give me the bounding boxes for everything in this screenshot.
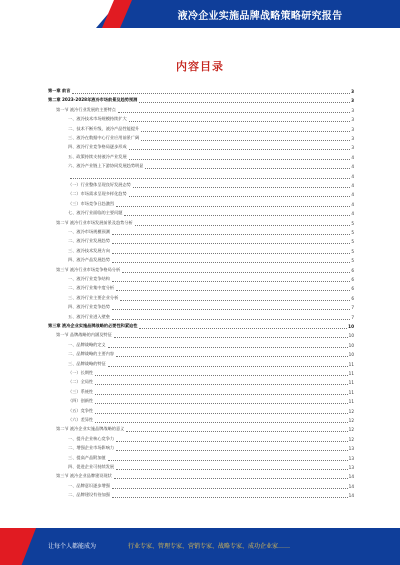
toc-entry-title: 第一节 品牌战略的内涵及特征 xyxy=(56,332,112,338)
toc-entry-title: 三、液冷在数据中心行业应用前景广阔 xyxy=(68,135,140,140)
toc-entry[interactable] xyxy=(68,349,354,357)
toc-entry-page: 11 xyxy=(348,361,354,367)
toc-entry-page: 13 xyxy=(348,446,354,452)
toc-entry-page: 6 xyxy=(351,267,354,273)
toc-leader-dots xyxy=(129,193,351,197)
toc-entry-page: 4 xyxy=(351,164,354,170)
toc-leader-dots xyxy=(112,485,348,489)
footer-tagline: 行业专家、管理专家、营销专家、战略专家、成功企业家…… xyxy=(128,543,291,550)
toc-entry[interactable] xyxy=(68,274,354,282)
toc-leader-dots xyxy=(133,184,351,188)
toc-leader-dots xyxy=(72,90,350,94)
footer-slogan: 让每个人都能成为 xyxy=(48,543,97,550)
toc-entry-title: （五）竞争性 xyxy=(68,407,94,413)
toc-entry-title: 一、液冷行业竞争结构 xyxy=(68,276,110,281)
toc-entry[interactable] xyxy=(68,387,354,395)
toc-entry-title: （一）行业整体呈现良好发展态势 xyxy=(68,182,131,187)
toc-entry-page: 3 xyxy=(351,89,354,94)
toc-entry[interactable] xyxy=(56,218,354,226)
toc-entry[interactable] xyxy=(56,105,354,113)
toc-leader-dots xyxy=(120,297,350,301)
toc-leader-dots xyxy=(108,457,348,461)
toc-entry-title: （三）系统性 xyxy=(68,388,94,394)
toc-entry[interactable] xyxy=(68,133,354,141)
toc-entry-title: 一、品牌战略的定义 xyxy=(68,341,106,347)
toc-leader-dots xyxy=(112,259,350,263)
toc-entry[interactable] xyxy=(68,124,354,132)
toc-entry[interactable] xyxy=(68,255,354,263)
toc-entry-title: （四）创新性 xyxy=(68,398,94,404)
toc-leader-dots xyxy=(116,466,348,470)
toc-entry-title: 五、政策持续支持液冷产业发展 xyxy=(68,153,127,159)
toc-entry-title: 二、液冷行业集中度分析 xyxy=(68,285,115,291)
toc-leader-dots xyxy=(126,428,347,432)
toc-entry[interactable] xyxy=(68,236,354,244)
toc-entry-page: 4 xyxy=(351,192,354,198)
toc-leader-dots xyxy=(112,306,350,310)
toc-leader-dots xyxy=(116,353,348,357)
toc-entry[interactable] xyxy=(68,481,354,489)
toc-leader-dots xyxy=(95,372,348,376)
toc-entry-title: 二、品牌建设有待加强 xyxy=(68,492,110,498)
toc-entry-page: 10 xyxy=(348,324,354,329)
toc-leader-dots xyxy=(112,494,348,498)
toc-entry-page: 3 xyxy=(351,98,354,104)
toc-entry-title: 七、液冷行业面临的主要问题 xyxy=(68,210,123,216)
toc-entry-title: 四、促进企业可持续发展 xyxy=(68,464,115,469)
toc-entry[interactable] xyxy=(48,86,354,94)
toc-entry[interactable] xyxy=(68,246,354,254)
toc-leader-dots xyxy=(95,410,348,414)
toc-leader-dots xyxy=(135,222,351,226)
toc-entry-page: 5 xyxy=(351,220,354,226)
toc-entry[interactable] xyxy=(68,171,354,179)
toc-entry-page: 13 xyxy=(348,455,354,461)
toc-leader-dots xyxy=(70,175,350,179)
toc-entry[interactable] xyxy=(68,283,354,291)
toc-entry-page: 10 xyxy=(348,352,354,358)
toc-entry-page: 7 xyxy=(351,314,354,320)
toc-entry-page: 12 xyxy=(348,436,354,442)
toc-entry[interactable] xyxy=(68,199,354,207)
toc-heading: 内容目录 xyxy=(176,60,224,73)
toc-entry-title: 一、液冷技术市场规模持续扩大 xyxy=(68,116,127,122)
toc-entry-page: 6 xyxy=(351,286,354,292)
toc-leader-dots xyxy=(129,146,351,150)
document-title: 液冷企业实施品牌战略策略研究报告 xyxy=(177,11,343,22)
toc-entry-page: 5 xyxy=(351,239,354,245)
toc-entry-page: 11 xyxy=(348,380,354,386)
toc-entry[interactable] xyxy=(68,377,354,385)
toc-entry-title: 三、液冷技术发展方向 xyxy=(68,247,110,253)
toc-entry-title: 一、液冷市场规模预测 xyxy=(68,229,110,234)
toc-leader-dots xyxy=(95,419,348,423)
toc-leader-dots xyxy=(112,316,350,320)
toc-entry[interactable] xyxy=(48,321,354,329)
toc-entry[interactable] xyxy=(68,443,354,451)
toc-entry-title: 四、液冷行业竞争格局逐步形成 xyxy=(68,144,127,150)
toc-entry-title: （一）长期性 xyxy=(68,370,94,375)
toc-entry-title: 二、液冷行业发展趋势 xyxy=(68,238,110,244)
toc-leader-dots xyxy=(114,475,348,479)
toc-leader-dots xyxy=(112,250,350,254)
toc-entry-title: 一、提升企业核心竞争力 xyxy=(68,435,115,441)
toc-entry-page: 4 xyxy=(351,201,354,207)
toc-entry[interactable] xyxy=(68,434,354,442)
toc-entry-title: 二、品牌战略的主要内容 xyxy=(68,351,115,357)
toc-leader-dots xyxy=(145,165,350,169)
toc-leader-dots xyxy=(141,137,350,141)
toc-entry[interactable] xyxy=(68,208,354,216)
toc-leader-dots xyxy=(112,278,350,282)
toc-entry-title: 三、品牌战略的特征 xyxy=(68,360,106,366)
toc-entry[interactable] xyxy=(68,453,354,461)
toc-entry-title: 第三章 液冷企业实施品牌战略的必要性和紧迫性 xyxy=(48,323,138,328)
toc-entry[interactable] xyxy=(68,406,354,414)
toc-entry-title: 四、液冷产品发展趋势 xyxy=(68,257,110,263)
toc-entry-title: 五、液冷行业进入壁垒 xyxy=(68,313,110,319)
toc-entry[interactable] xyxy=(56,471,354,479)
toc-entry-page: 4 xyxy=(351,154,354,160)
toc-entry-page: 4 xyxy=(351,173,354,179)
toc-leader-dots xyxy=(114,334,348,338)
toc-leader-dots xyxy=(124,212,350,216)
toc-leader-dots xyxy=(95,400,348,404)
toc-leader-dots xyxy=(129,118,351,122)
toc-entry[interactable] xyxy=(68,180,354,188)
toc-entry[interactable] xyxy=(68,152,354,160)
toc-entry-page: 12 xyxy=(348,418,354,423)
toc-entry-title: （六）差异性 xyxy=(68,417,94,422)
toc-leader-dots xyxy=(95,381,348,385)
toc-entry-title: 四、液冷行业竞争趋势 xyxy=(68,304,110,310)
toc-leader-dots xyxy=(116,203,350,207)
toc-entry-title: （三）市场竞争日趋激烈 xyxy=(68,200,115,206)
toc-leader-dots xyxy=(112,240,350,244)
toc-leader-dots xyxy=(139,99,350,103)
toc-leader-dots xyxy=(122,269,350,273)
toc-entry[interactable] xyxy=(68,340,354,348)
toc-leader-dots xyxy=(116,447,348,451)
toc-entry-page: 14 xyxy=(348,474,354,480)
toc-entry[interactable] xyxy=(68,368,354,376)
toc-entry[interactable] xyxy=(48,95,354,103)
toc-leader-dots xyxy=(112,231,350,235)
toc-entry-title: （二）市场需求呈现多样化趋势 xyxy=(68,191,127,197)
toc-leader-dots xyxy=(116,287,350,291)
toc-entry[interactable] xyxy=(68,462,354,470)
toc-entry-page: 5 xyxy=(351,230,354,235)
toc-entry[interactable] xyxy=(68,490,354,498)
toc-entry-page: 3 xyxy=(351,107,354,113)
toc-entry-page: 4 xyxy=(351,211,354,217)
toc-entry-page: 3 xyxy=(351,145,354,151)
toc-entry-title: 一、品牌意识逐步增强 xyxy=(68,482,110,488)
toc-entry-title: 第一节 液冷行业发展的主要特点 xyxy=(56,106,116,112)
toc-leader-dots xyxy=(118,109,350,113)
toc-entry[interactable] xyxy=(68,302,354,310)
toc-entry[interactable] xyxy=(68,189,354,197)
toc-leader-dots xyxy=(129,156,351,160)
toc-entry-title: 二、技术不断升级，液冷产品性能提升 xyxy=(68,125,140,131)
toc-entry-page: 14 xyxy=(348,483,354,489)
toc-entry-title: 第二节 液冷企业实施品牌战略的意义 xyxy=(56,426,125,432)
toc-leader-dots xyxy=(141,128,350,132)
toc-entry[interactable] xyxy=(68,312,354,320)
toc-entry-title: 第三节 液冷行业市场竞争格局分析 xyxy=(56,266,121,272)
toc-entry-page: 3 xyxy=(351,126,354,132)
toc-leader-dots xyxy=(108,363,348,367)
toc-entry-page: 4 xyxy=(351,183,354,188)
toc-leader-dots xyxy=(108,344,348,348)
toc-entry[interactable] xyxy=(68,293,354,301)
toc-entry-page: 12 xyxy=(348,408,354,414)
toc-entry[interactable] xyxy=(68,359,354,367)
toc-entry-page: 12 xyxy=(348,427,354,433)
toc-entry-page: 5 xyxy=(351,248,354,254)
toc-entry[interactable] xyxy=(68,227,354,235)
toc-entry-title: 第三节 液冷企业品牌建设现状 xyxy=(56,473,112,479)
toc-entry-page: 10 xyxy=(348,342,354,348)
toc-entry[interactable] xyxy=(68,415,354,423)
toc-entry[interactable] xyxy=(68,114,354,122)
toc-entry-title: 第一章 前言 xyxy=(48,88,71,93)
toc-leader-dots xyxy=(116,438,348,442)
toc-leader-dots xyxy=(95,391,348,395)
toc-entry-title: 三、液冷行业主要企业分析 xyxy=(68,294,119,300)
toc-entry[interactable] xyxy=(68,142,354,150)
toc-entry-page: 13 xyxy=(348,465,354,470)
toc-entry-title: 第二节 液冷行业市场发展前景及趋势分析 xyxy=(56,219,133,225)
toc-entry-page: 11 xyxy=(348,371,354,376)
toc-entry[interactable] xyxy=(56,265,354,273)
toc-entry-title: 第二章 2023-2028年液冷市场前景及趋势预测 xyxy=(48,97,138,103)
toc-entry-page: 6 xyxy=(351,277,354,282)
toc-entry-page: 11 xyxy=(348,389,354,395)
toc-entry-page: 3 xyxy=(351,117,354,123)
toc-entry-title: 三、提高产品附加值 xyxy=(68,454,106,460)
toc-entry-page: 7 xyxy=(351,305,354,311)
toc-entry-page: 11 xyxy=(348,399,354,405)
toc-entry-page: 14 xyxy=(348,493,354,499)
toc-entry[interactable] xyxy=(56,330,354,338)
toc-entry[interactable] xyxy=(56,424,354,432)
toc-entry-page: 5 xyxy=(351,258,354,264)
toc-entry-title: 二、增强企业市场影响力 xyxy=(68,445,115,451)
toc-entry-title: （二）全局性 xyxy=(68,379,94,385)
toc-entry[interactable] xyxy=(68,161,354,169)
toc-entry-page: 6 xyxy=(351,295,354,301)
toc-entry-page: 10 xyxy=(348,333,354,339)
toc-entry-title: 六、液冷产业链上下游协同发展趋势明显 xyxy=(68,163,144,169)
toc-leader-dots xyxy=(139,325,347,329)
toc-entry-page: 3 xyxy=(351,136,354,141)
toc-entry[interactable] xyxy=(68,396,354,404)
